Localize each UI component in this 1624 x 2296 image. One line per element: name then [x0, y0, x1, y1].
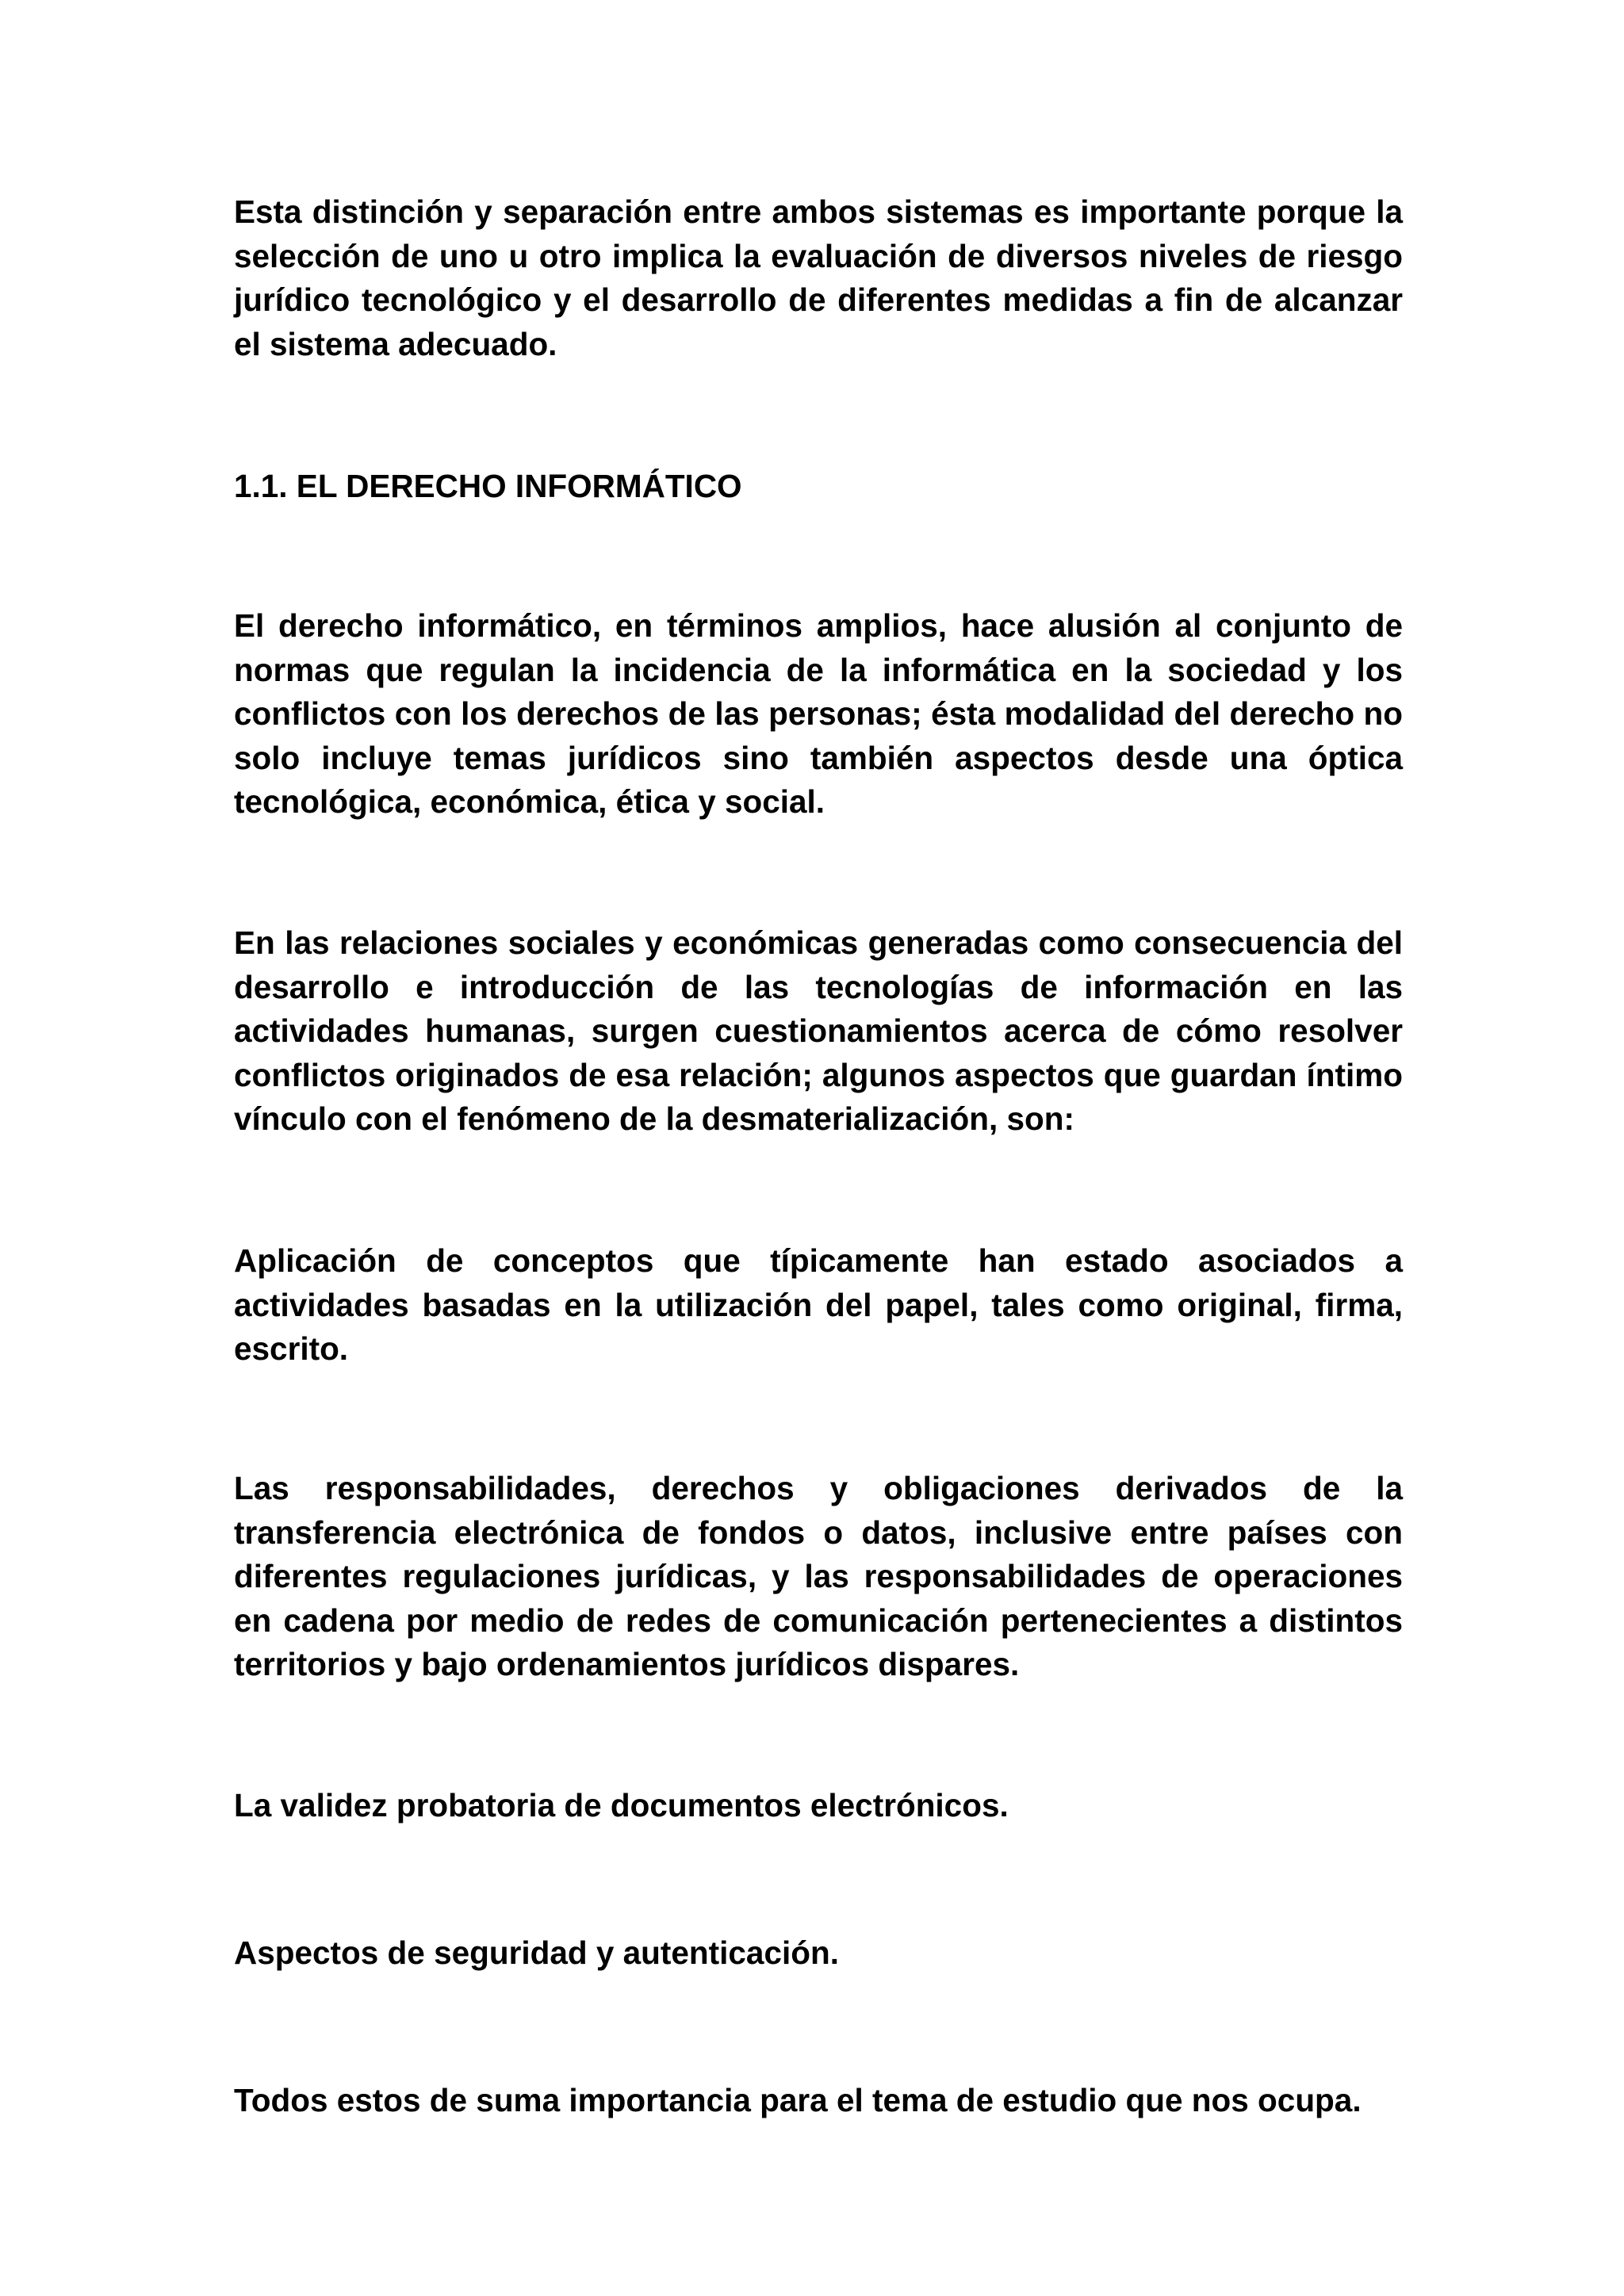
aspect-paper-concepts-paragraph: Aplicación de conceptos que típicamente han estado asociados a actividades basadas en la utilización del papel, tales como original, firma, escrito. — [234, 1242, 1403, 1367]
context-paragraph: En las relaciones sociales y económicas generadas como consecuencia del desarrollo e introducción de las tecnologías de información en las actividades humanas, surgen cuestionamientos acerca de cómo resolver conflictos originados de esa relación; algunos aspectos que guardan íntimo vínculo con el fenómeno de la desmaterialización, son: — [234, 924, 1403, 1137]
aspect-responsibilities-paragraph: Las responsabilidades, derechos y obligaciones derivados de la transferencia electrónica de fondos o datos, inclusive entre países con diferentes regulaciones jurídicas, y las responsabilidades de operaciones en cadena por medio de redes de comunicación pertenecientes a distintos territorios y bajo ordenamientos jurídicos dispares. — [234, 1470, 1403, 1682]
definition-paragraph: El derecho informático, en términos amplios, hace alusión al conjunto de normas que regulan la incidencia de la informática en la sociedad y los conflictos con los derechos de las personas; ésta modalidad del derecho no solo incluye temas jurídicos sino también aspectos desde una óptica tecnológica, económica, ética y social. — [234, 607, 1403, 820]
closing-paragraph: Todos estos de suma importancia para el tema de estudio que nos ocupa. — [234, 2082, 1362, 2118]
aspect-security-paragraph: Aspectos de seguridad y autenticación. — [234, 1934, 839, 1971]
intro-paragraph: Esta distinción y separación entre ambos sistemas es importante porque la selección de uno u otro implica la evaluación de diversos niveles de riesgo jurídico tecnológico y el desarrollo de diferentes medidas a fin de alcanzar el sistema adecuado. — [234, 193, 1403, 362]
section-heading: 1.1. EL DERECHO INFORMÁTICO — [234, 468, 742, 504]
aspect-evidence-paragraph: La validez probatoria de documentos electrónicos. — [234, 1787, 1009, 1823]
